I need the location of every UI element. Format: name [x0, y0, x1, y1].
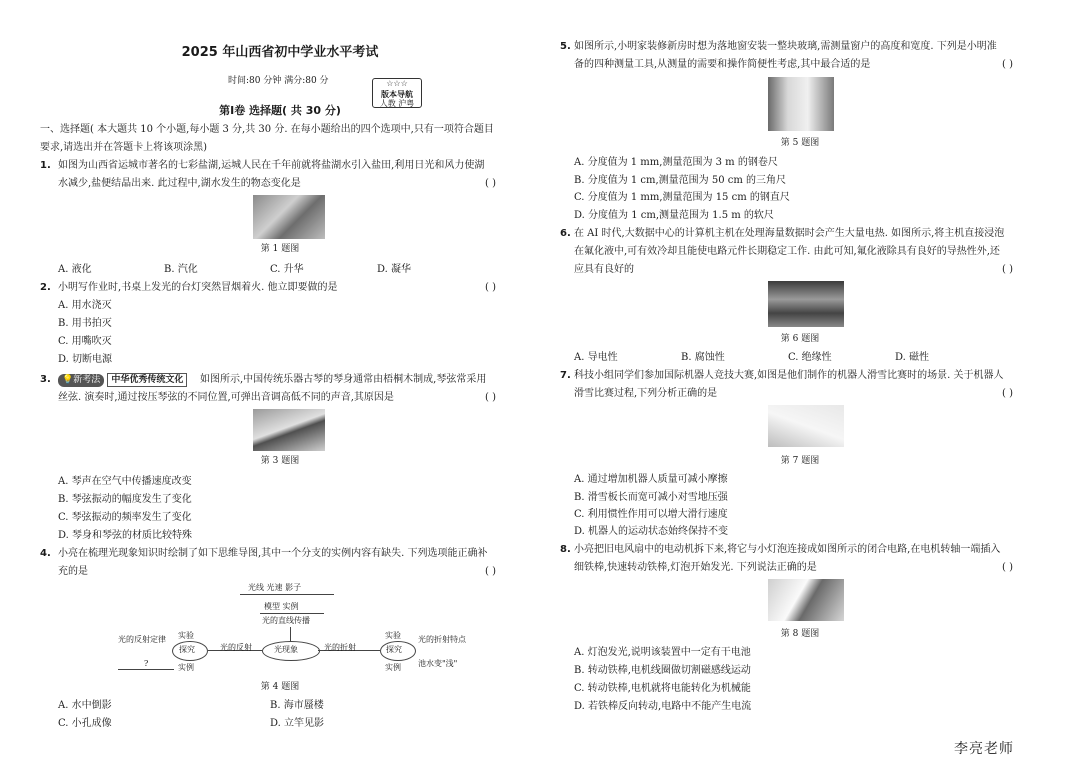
mm-vert-line [290, 627, 291, 641]
q3-paren: ( ) [485, 392, 496, 403]
author-signature: 李亮老师 [954, 741, 1014, 757]
mm-straight: 光的直线传播 [262, 616, 310, 625]
q5-option-c: C. 分度值为 1 mm,测量范围为 15 cm 的钢直尺 [574, 192, 790, 203]
q8-option-d: D. 若铁棒反向转动,电路中不能产生电流 [574, 701, 752, 712]
q6-option-d: D. 磁性 [895, 352, 930, 363]
q8-figure-image [768, 579, 844, 621]
q1-figure-image [253, 195, 325, 239]
q8-caption: 第 8 题图 [780, 629, 820, 639]
mm-top-row: 光线 光速 影子 [248, 583, 302, 592]
q2-line1: 小明写作业时,书桌上发光的台灯突然冒烟着火. 他立即要做的是 [58, 282, 338, 293]
instructions-line2: 要求,请选出并在答题卡上将该项涂黑) [40, 142, 208, 153]
q6-option-a: A. 导电性 [574, 352, 618, 363]
q5-paren: ( ) [1002, 59, 1013, 70]
q4-option-c: C. 小孔成像 [58, 718, 112, 729]
q7-number: 7. [560, 370, 571, 381]
q2-option-b: B. 用书拍灭 [58, 318, 112, 329]
q8-option-a: A. 灯泡发光,说明该装置中一定有干电池 [574, 647, 751, 658]
exam-title: 2025 年山西省初中学业水平考试 [181, 45, 379, 60]
q5-line2: 备的四种测量工具,从测量的需要和操作简便性考虑,其中最合适的是 [574, 59, 871, 70]
q7-option-d: D. 机器人的运动状态始终保持不变 [574, 526, 729, 537]
q8-number: 8. [560, 544, 571, 555]
q8-paren: ( ) [1002, 562, 1013, 573]
badge-title: 版本导航 [381, 89, 413, 99]
q7-option-b: B. 滑雪板长而宽可减小对雪地压强 [574, 492, 728, 503]
q1-option-c: C. 升华 [270, 264, 304, 275]
q2-option-d: D. 切断电源 [58, 354, 113, 365]
q4-line2: 充的是 [58, 566, 88, 577]
section-title: 第Ⅰ卷 选择题( 共 30 分) [219, 104, 341, 117]
time-info: 时间:80 分钟 满分:80 分 [228, 76, 329, 86]
q1-number: 1. [40, 160, 51, 171]
mm-explore1: 探究 [179, 645, 195, 654]
mm-model-example: 模型 实例 [264, 602, 299, 611]
q5-line1: 如图所示,小明家装修新房时想为落地窗安装一整块玻璃,需测量窗户的高度和宽度. 下列是小明准 [574, 41, 997, 52]
q8-line2: 细铁棒,快速转动铁棒,灯泡开始发光. 下列说法正确的是 [574, 562, 817, 573]
q7-option-c: C. 利用惯性作用可以增大滑行速度 [574, 509, 728, 520]
mm-experiment1: 实验 [178, 631, 194, 640]
q6-line3: 应具有良好的 [574, 264, 634, 275]
q6-line1: 在 AI 时代,大数据中心的计算机主机在处理海量数据时会产生大量电热. 如图所示,将主机直接浸泡 [574, 228, 1005, 239]
culture-tag: 中华优秀传统文化 [107, 373, 187, 387]
q4-option-a: A. 水中倒影 [58, 700, 112, 711]
mm-explore2: 探究 [386, 645, 402, 654]
q1-option-d: D. 凝华 [377, 264, 412, 275]
q4-option-b: B. 海市蜃楼 [270, 700, 324, 711]
q3-option-a: A. 琴声在空气中传播速度改变 [58, 476, 192, 487]
q3-tags [58, 371, 187, 389]
q6-figure-image [768, 281, 844, 327]
mm-question-mark: ? [144, 659, 149, 668]
q1-option-b: B. 汽化 [164, 264, 198, 275]
q7-option-a: A. 通过增加机器人质量可减小摩擦 [574, 474, 728, 485]
instructions-line1: 一、选择题( 本大题共 10 个小题,每小题 3 分,共 30 分. 在每小题给出的四个选项中,只有一项符合题目 [40, 124, 494, 135]
mm-pool: 池水变"浅" [418, 659, 458, 668]
mm-refraction: 光的折射 [324, 643, 356, 652]
q3-caption: 第 3 题图 [260, 456, 300, 466]
q6-option-c: C. 绝缘性 [788, 352, 832, 363]
q2-number: 2. [40, 282, 51, 293]
mm-example-left: 实例 [178, 663, 194, 672]
q6-caption: 第 6 题图 [780, 334, 820, 344]
mm-example-right: 实例 [385, 663, 401, 672]
q5-caption: 第 5 题图 [780, 138, 820, 148]
mm-mid-line [260, 613, 324, 614]
q7-line1: 科技小组同学们参加国际机器人竞技大赛,如图是他们制作的机器人滑雪比赛时的场景. 关于机器人 [574, 370, 1004, 381]
q6-number: 6. [560, 228, 571, 239]
q5-number: 5. [560, 41, 571, 52]
q3-option-d: D. 琴身和琴弦的材质比较特殊 [58, 530, 193, 541]
mm-center: 光现象 [274, 645, 298, 654]
q7-figure-image [768, 405, 844, 447]
badge-stars: ☆☆☆ [386, 79, 408, 88]
q1-paren: ( ) [485, 178, 496, 189]
q5-figure-image [768, 77, 834, 131]
q4-caption: 第 4 题图 [260, 682, 300, 692]
q6-line2: 在氟化液中,可有效冷却且能使电路元件长期稳定工作. 由此可知,氟化液除具有良好的导热性外,还 [574, 246, 1000, 257]
q3-line2: 丝弦. 演奏时,通过按压琴弦的不同位置,可弹出音调高低不同的声音,其原因是 [58, 392, 394, 403]
q8-option-c: C. 转动铁棒,电机就将电能转化为机械能 [574, 683, 751, 694]
q6-option-b: B. 腐蚀性 [681, 352, 725, 363]
q3-line1: 如图所示,中国传统乐器古琴的琴身通常由梧桐木制成,琴弦常采用 [200, 374, 487, 385]
q5-option-a: A. 分度值为 1 mm,测量范围为 3 m 的钢卷尺 [574, 157, 778, 168]
q4-number: 4. [40, 548, 51, 559]
q3-option-b: B. 琴弦振动的幅度发生了变化 [58, 494, 192, 505]
q4-option-d: D. 立竿见影 [270, 718, 325, 729]
q3-option-c: C. 琴弦振动的频率发生了变化 [58, 512, 192, 523]
q2-option-c: C. 用嘴吹灭 [58, 336, 112, 347]
q7-paren: ( ) [1002, 388, 1013, 399]
q8-line1: 小亮把旧电风扇中的电动机拆下来,将它与小灯泡连接成如图所示的闭合电路,在电机转轴一端插入 [574, 544, 1001, 555]
new-method-tag: 💡新考法 [58, 374, 104, 387]
q6-paren: ( ) [1002, 264, 1013, 275]
q2-paren: ( ) [485, 282, 496, 293]
q3-number: 3. [40, 374, 51, 385]
q4-line1: 小亮在梳理光现象知识时绘制了如下思维导图,其中一个分支的实例内容有缺失. 下列选项能正确补 [58, 548, 488, 559]
mm-refraction-feature: 光的折射特点 [418, 635, 466, 644]
q7-line2: 滑雪比赛过程,下列分析正确的是 [574, 388, 718, 399]
mm-experiment2: 实验 [385, 631, 401, 640]
q1-line2: 水减少,盐便结晶出来. 此过程中,湖水发生的物态变化是 [58, 178, 301, 189]
q7-caption: 第 7 题图 [780, 456, 820, 466]
q5-option-b: B. 分度值为 1 cm,测量范围为 50 cm 的三角尺 [574, 175, 787, 186]
q3-figure-image [253, 409, 325, 451]
mm-reflection: 光的反射 [220, 643, 252, 652]
q1-option-a: A. 液化 [58, 264, 92, 275]
q5-option-d: D. 分度值为 1 cm,测量范围为 1.5 m 的软尺 [574, 210, 774, 221]
q8-option-b: B. 转动铁棒,电机线圈做切割磁感线运动 [574, 665, 751, 676]
q1-caption: 第 1 题图 [260, 244, 300, 254]
q4-paren: ( ) [485, 566, 496, 577]
mm-reflection-law: 光的反射定律 [118, 635, 166, 644]
mm-top-line [240, 594, 334, 595]
mm-blank-line [118, 669, 174, 670]
badge-sub: 人教 沪粤 [379, 99, 415, 108]
q1-line1: 如图为山西省运城市著名的七彩盐湖,运城人民在千年前就将盐湖水引入盐田,利用日光和风力使湖 [58, 160, 485, 171]
q2-option-a: A. 用水浇灭 [58, 300, 112, 311]
